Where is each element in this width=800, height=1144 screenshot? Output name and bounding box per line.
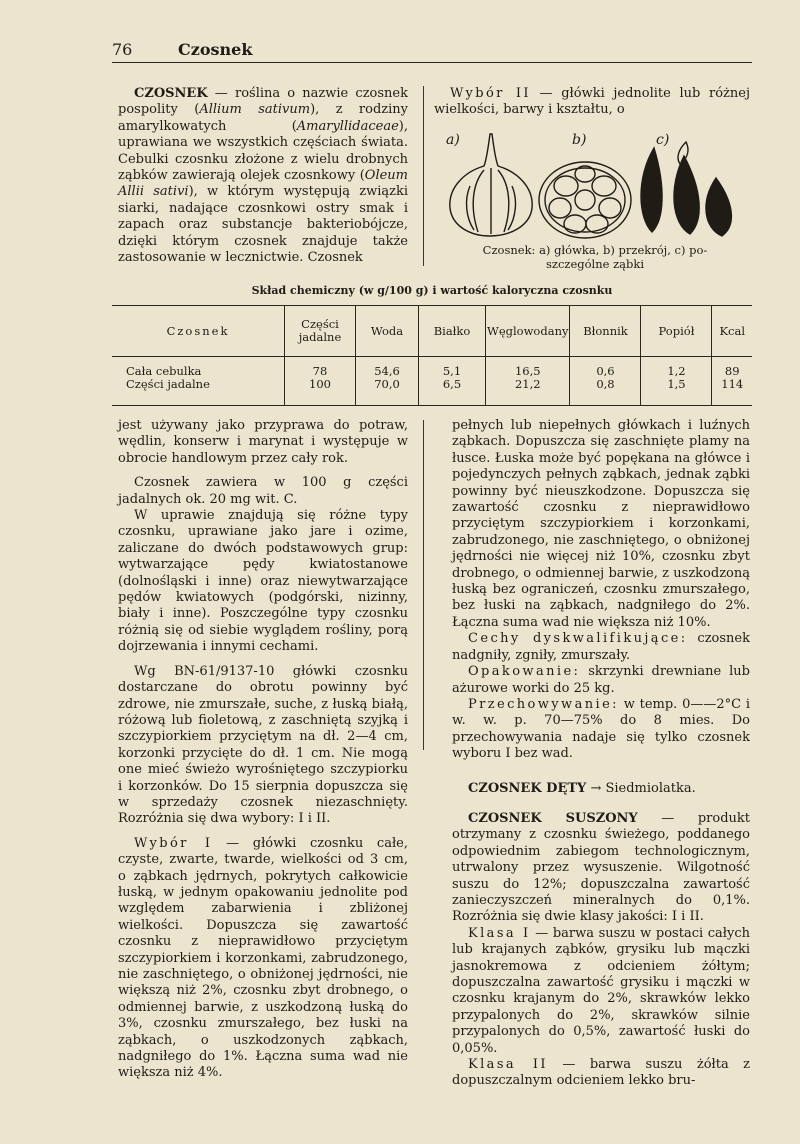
left-column [118, 418, 408, 1082]
paragraph: Czosnek zawiera w 100 g części jadalnych ok. 20 mg wit. C. [118, 475, 408, 507]
column-divider [423, 420, 424, 750]
paragraph: Opakowanie: skrzynki drewniane lub ażurowe worki do 25 kg. [452, 664, 750, 696]
garlic-illustration [440, 128, 750, 240]
table-cell: 54,6 70,0 [356, 357, 419, 406]
table-row [112, 357, 752, 406]
table-header: Węglowodany [486, 306, 570, 357]
row-label-cell: Cała cebulka Części jadalne [126, 364, 210, 391]
table-cell: 1,2 1,5 [641, 357, 712, 406]
paragraph: jest używany jako przyprawa do potraw, wędlin, konserw i marynat i występuje w obrocie handlowym przez cały rok. [118, 418, 408, 466]
figure-label-c: c) [656, 132, 670, 148]
paragraph: Klasa II — barwa suszu żółta z dopuszczalnym odcieniem lekko bru- [452, 1057, 750, 1089]
table-cell: 5,1 6,5 [419, 357, 486, 406]
table-header-row [112, 306, 752, 357]
table-header: Błonnik [570, 306, 641, 357]
table-header: Woda [356, 306, 419, 357]
table-cell: 16,5 21,2 [486, 357, 570, 406]
table-header: Czosnek [112, 306, 285, 357]
entry-term: CZOSNEK DĘTY [468, 780, 587, 796]
column-divider [423, 86, 424, 266]
right-column [452, 418, 750, 1090]
intro-paragraph: CZOSNEK — roślina o nazwie czosnek pospolity (Allium sativum), z rodziny amarylkowatych (Amaryllidaceae), uprawiana we wszystkich częściach świata. Cebulki czosnku złożone z wielu drobnych ząbków zawierają olejek czosnkowy (Oleum Allii sativi), w którym występują związki siarki, nadające czosnkowi ostry smak i zapach oraz substancje bakteriobójcze, dzięki którym czosnek znajduje także zastosowanie w lecznictwie. Czosnek [118, 86, 409, 266]
paragraph: Wg BN-61/9137-10 główki czosnku dostarczane do obrotu powinny być zdrowe, nie zmurszałe, suche, z łuską białą, różową lub fioletową, z zaschniętą szyjką i szczypiorkiem przyciętym na dł. 2—4 cm, korzonki przycięte do dł. 1 cm. Nie mogą one mieć świeżo wyrośniętego szczypiorku i korzonków. Do 15 sierpnia dopuszcza się w sprzedaży czosnek niezaschnięty. Rozróżnia się dwa wybory: I i II. [118, 663, 408, 827]
garlic-drawing [440, 128, 750, 240]
paragraph: CZOSNEK SUSZONY — produkt otrzymany z czosnku świeżego, poddanego odpowiednim zabiegom technologicznym, utrwalony przez wysuszenie. Wilgotność suszu do 12%; dopuszczalna zawartość zanieczyszczeń mineralnych do 0,1%. Rozróżnia się dwie klasy jakości: I i II. [452, 810, 750, 925]
figure-label-b: b) [572, 132, 587, 148]
wybor-2-paragraph: Wybór II — główki jednolite lub różnej wielkości, barwy i kształtu, o [434, 86, 750, 118]
paragraph: pełnych lub niepełnych główkach i luźnych ząbkach. Dopuszcza się zaschnięte plamy na łusce. Łuska może być popękana na główce i pojedynczych pełnych ząbkach, jednak ząbki powinny być nieuszkodzone. Dopuszcza się zawartość czosnku z nieprawidłowo przyciętym szczypiorkiem i korzonkami, zabrudzonego, nie zaschniętego, o obniżonej jędrności nie więcej niż 10%, czosnku zbyt drobnego, o odmiennej barwie, z uszkodzoną łuską bez ograniczeń, czosnku zmurszałego, bez łuski na ząbkach, nadgniłego do 2%. Łączna suma wad nie większa niż 10%. [452, 418, 750, 630]
table-cell: 0,6 0,8 [570, 357, 641, 406]
table-title: Skład chemiczny (w g/100 g) i wartość kaloryczna czosnku [251, 284, 613, 297]
table-cell: 89 114 [712, 357, 752, 406]
paragraph: Wybór I — główki czosnku całe, czyste, zwarte, twarde, wielkości od 3 cm, o ząbkach jędrnych, pokrytych całkowicie łuską, w jednym opakowaniu jednolite pod względem zabarwienia i zbliżonej wielkości. Dopuszcza się zawartość czosnku z nieprawidłowo przyciętym szczypiorkiem i korzonkami, zabrudzonego, nie zaschniętego, o obniżonej jędrności, nie większą niż 2%, czosnku zbyt drobnego, o odmiennej barwie, z uszkodzoną łuską do 3%, czosnku zmurszałego, bez łuski na ząbkach, o uszkodzonych ząbkach, nadgniłego do 1%. Łączna suma wad nie większa niż 4%. [118, 835, 408, 1081]
nutrition-table [112, 305, 752, 405]
table-cell: 78 100 [285, 357, 356, 406]
paragraph: Przechowywanie: w temp. 0——2°C i w. w. p. 70—75% do 8 mies. Do przechowywania nadaje się tylko czosnek wyboru I bez wad. [452, 696, 750, 762]
paragraph: Cechy dyskwalifikujące: czosnek nadgniły, zgniły, zmurszały. [452, 631, 750, 663]
entry-term: CZOSNEK SUSZONY [468, 810, 638, 826]
paragraph: W uprawie znajdują się różne typy czosnku, uprawiane jako jare i ozime, zaliczane do dwóch podstawowych grup: wytwarzające pędy kwiatostanowe (dolnośląski i inne) oraz niewytwarzające pędów kwiatowych (podgórski, nizinny, biały i inne). Poszczególne typy czosnku różnią się od siebie wyglądem rośliny, porą dojrzewania i innymi cechami. [118, 508, 408, 655]
table-header: Części jadalne [285, 306, 356, 357]
table-header: Popiół [641, 306, 712, 357]
page-number: 76 [112, 40, 133, 59]
paragraph: CZOSNEK DĘTY → Siedmiolatka. [468, 780, 696, 796]
table-header: Białko [419, 306, 486, 357]
page-header [112, 40, 752, 63]
table-header: Kcal [712, 306, 752, 357]
running-title: Czosnek [178, 40, 253, 59]
paragraph: Klasa I — barwa suszu w postaci całych lub krajanych ząbków, grysiku lub mączki jasnokremowa z odcieniem żółtym; dopuszczalna zawartość grysiku i mączki w czosnku krajanym do 2%, skrawków lekko przypalonych do 2%, skrawków silnie przypalonych do 0,5%, zawartość łuski do 0,05%. [452, 925, 750, 1056]
entry-term: CZOSNEK [134, 86, 208, 101]
figure-label-a: a) [446, 132, 460, 148]
figure-caption: Czosnek: a) główka, b) przekrój, c) po- szczególne ząbki [482, 243, 708, 271]
